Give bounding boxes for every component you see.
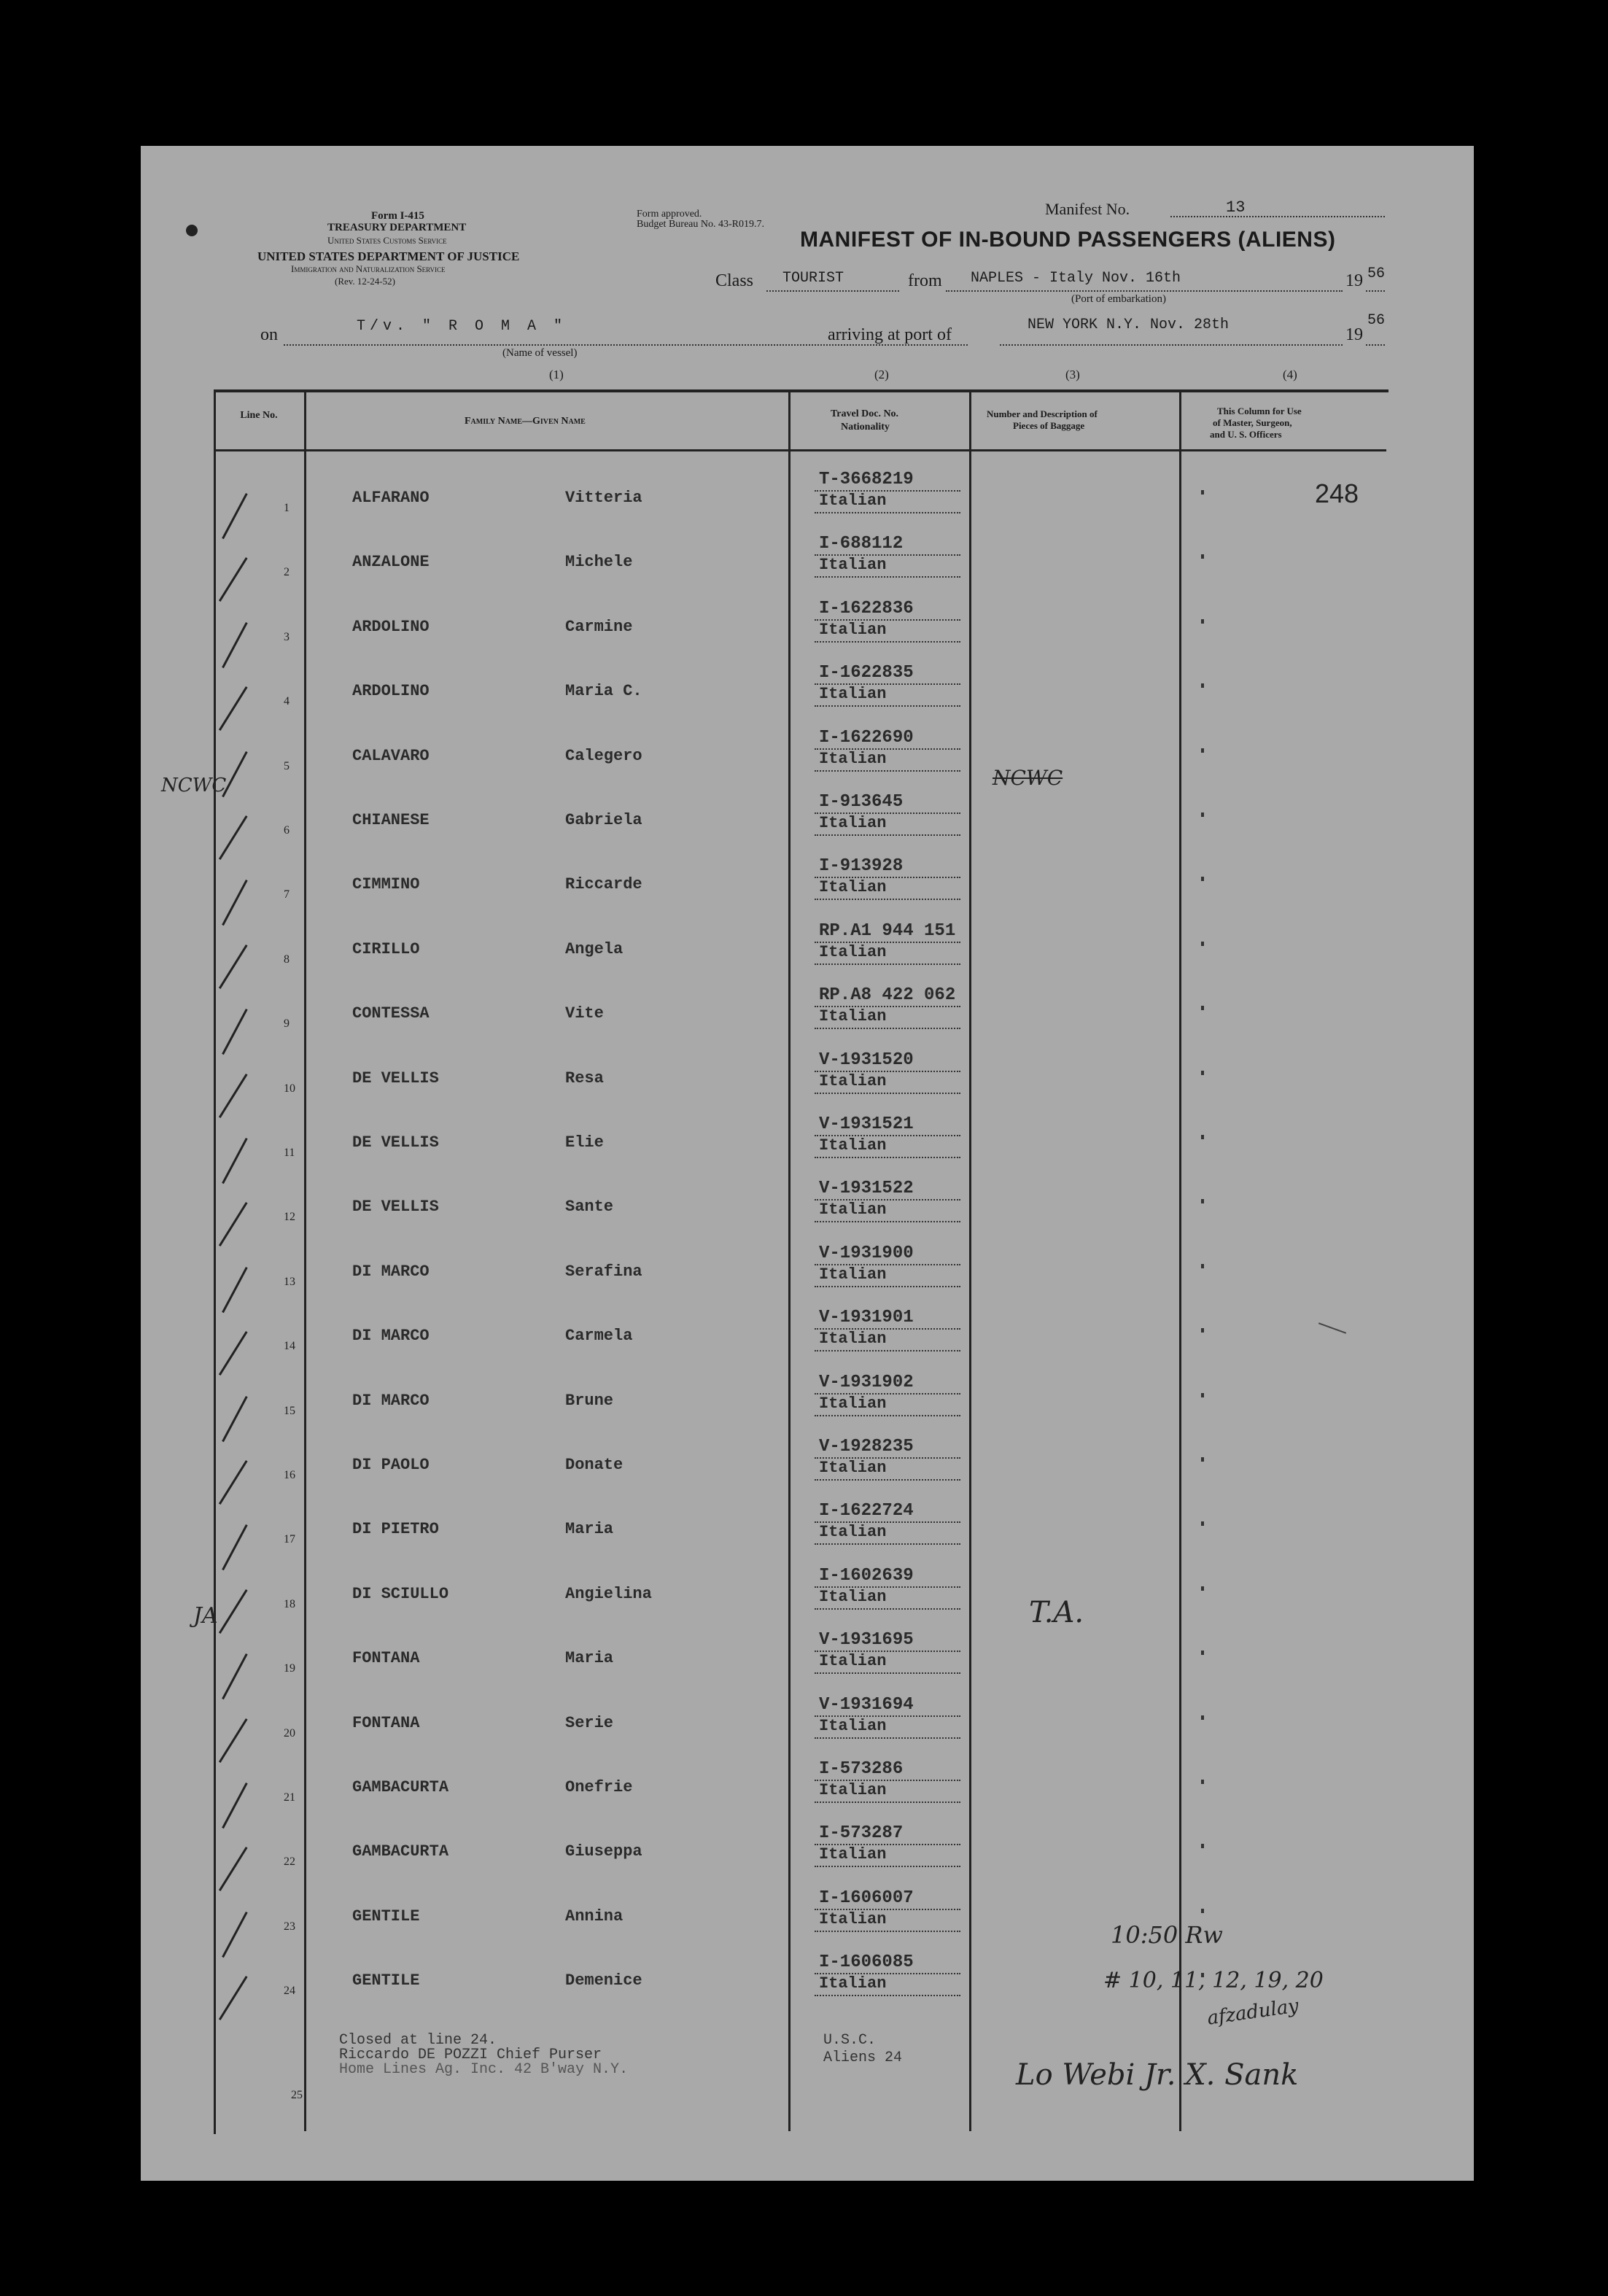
vessel-caption: (Name of vessel) bbox=[502, 347, 578, 359]
nationality-underline bbox=[815, 899, 960, 900]
margin-note-ja: JA bbox=[193, 1603, 218, 1629]
line-number: 15 bbox=[284, 1404, 295, 1417]
family-name: FONTANA bbox=[352, 1649, 420, 1668]
manifest-no-line bbox=[1170, 216, 1385, 217]
baggage-note-row5: NCWC bbox=[993, 766, 1063, 790]
family-name: DI SCIULLO bbox=[352, 1584, 449, 1603]
year-line-2 bbox=[1366, 344, 1385, 346]
given-name: Demenice bbox=[565, 1971, 642, 1990]
line-number-25: 25 bbox=[291, 2089, 303, 2101]
baggage-tick bbox=[1201, 1715, 1204, 1720]
home-lines: Home Lines Ag. Inc. 42 B'way N.Y. bbox=[339, 2061, 629, 2078]
line-number: 19 bbox=[284, 1662, 295, 1675]
family-name: GAMBACURTA bbox=[352, 1842, 449, 1861]
class-line bbox=[766, 290, 899, 292]
family-name: DI MARCO bbox=[352, 1391, 430, 1410]
nationality: Italian bbox=[819, 1394, 887, 1413]
baggage-tick bbox=[1201, 554, 1204, 559]
baggage-tick bbox=[1201, 490, 1204, 495]
from-value: NAPLES - Italy Nov. 16th bbox=[971, 270, 1181, 287]
family-name: ARDOLINO bbox=[352, 682, 430, 701]
given-name: Sante bbox=[565, 1198, 614, 1217]
doc-underline bbox=[815, 748, 960, 750]
nationality-underline bbox=[815, 770, 960, 772]
agency-justice: UNITED STATES DEPARTMENT OF JUSTICE bbox=[257, 249, 520, 263]
family-name: CONTESSA bbox=[352, 1004, 430, 1023]
given-name: Serafina bbox=[565, 1262, 642, 1281]
nationality-underline bbox=[815, 1866, 960, 1867]
nationality-underline bbox=[815, 576, 960, 578]
nationality-underline bbox=[815, 1479, 960, 1481]
year-value-2: 56 bbox=[1367, 312, 1386, 329]
nationality: Italian bbox=[819, 1007, 887, 1026]
travel-doc-no: I-1622836 bbox=[819, 598, 914, 618]
travel-doc-no: V-1928235 bbox=[819, 1437, 914, 1457]
travel-doc-no: I-913645 bbox=[819, 792, 904, 812]
class-label: Class bbox=[715, 271, 754, 290]
nationality-underline bbox=[815, 1350, 960, 1351]
travel-doc-no: I-913928 bbox=[819, 856, 904, 877]
nationality-underline bbox=[815, 1286, 960, 1287]
from-label: from bbox=[908, 271, 942, 290]
doc-underline bbox=[815, 1006, 960, 1007]
usc-label: U.S.C. bbox=[823, 2032, 877, 2049]
family-name: GENTILE bbox=[352, 1907, 420, 1925]
table-header-divider bbox=[214, 449, 1386, 451]
family-name: DE VELLIS bbox=[352, 1133, 439, 1152]
baggage-tick bbox=[1201, 1264, 1204, 1268]
doc-underline bbox=[815, 1715, 960, 1717]
given-name: Maria bbox=[565, 1649, 614, 1668]
baggage-tick bbox=[1201, 1071, 1204, 1075]
given-name: Donate bbox=[565, 1456, 624, 1474]
family-name: ALFARANO bbox=[352, 489, 430, 507]
line-number: 1 bbox=[284, 502, 290, 514]
line-number: 21 bbox=[284, 1791, 295, 1804]
nationality-underline bbox=[815, 834, 960, 836]
family-name: GENTILE bbox=[352, 1971, 420, 1990]
from-line bbox=[946, 290, 1343, 292]
nationality-underline bbox=[815, 1028, 960, 1029]
column-divider-3 bbox=[969, 391, 971, 2131]
column-divider-2 bbox=[788, 391, 791, 2131]
family-name: ANZALONE bbox=[352, 553, 430, 572]
nationality-underline bbox=[815, 1672, 960, 1674]
line-number: 23 bbox=[284, 1920, 295, 1933]
baggage-note-row18: T.A. bbox=[1029, 1596, 1084, 1629]
nationality: Italian bbox=[819, 1523, 887, 1542]
given-name: Onefrie bbox=[565, 1778, 633, 1796]
line-number: 7 bbox=[284, 888, 290, 901]
baggage-tick bbox=[1201, 1457, 1204, 1462]
header-name: Family Name—Given Name bbox=[465, 416, 586, 427]
header-officers-2: of Master, Surgeon, bbox=[1213, 417, 1292, 428]
given-name: Maria C. bbox=[565, 682, 642, 701]
baggage-tick bbox=[1201, 1393, 1204, 1397]
nationality-underline bbox=[815, 1543, 960, 1545]
given-name: Michele bbox=[565, 553, 633, 572]
handwritten-initials: afzadulay bbox=[1205, 1995, 1300, 2030]
travel-doc-no: I-1606085 bbox=[819, 1952, 914, 1973]
baggage-tick bbox=[1201, 1586, 1204, 1591]
nationality: Italian bbox=[819, 1974, 887, 1993]
on-label: on bbox=[260, 325, 278, 344]
doc-underline bbox=[815, 877, 960, 878]
doc-underline bbox=[815, 812, 960, 814]
header-baggage-2: Pieces of Baggage bbox=[1013, 420, 1085, 431]
travel-doc-no: RP.A8 422 062 bbox=[819, 985, 956, 1006]
embarkation-caption: (Port of embarkation) bbox=[1071, 293, 1166, 305]
nationality-underline bbox=[815, 512, 960, 513]
nationality: Italian bbox=[819, 1781, 887, 1799]
nationality-underline bbox=[815, 1221, 960, 1222]
doc-underline bbox=[815, 1135, 960, 1136]
nationality: Italian bbox=[819, 1136, 887, 1155]
nationality: Italian bbox=[819, 556, 887, 575]
manifest-no-value: 13 bbox=[1226, 198, 1246, 217]
given-name: Carmela bbox=[565, 1327, 633, 1346]
line-number: 12 bbox=[284, 1211, 295, 1224]
year-value-1: 56 bbox=[1367, 265, 1386, 282]
nationality: Italian bbox=[819, 685, 887, 704]
year-prefix-2: 19 bbox=[1345, 325, 1363, 344]
aliens-count: Aliens 24 bbox=[823, 2049, 903, 2066]
baggage-tick bbox=[1201, 748, 1204, 753]
nationality: Italian bbox=[819, 1652, 887, 1671]
page-title: MANIFEST OF IN-BOUND PASSENGERS (ALIENS) bbox=[800, 228, 1336, 252]
line-number: 13 bbox=[284, 1275, 295, 1288]
travel-doc-no: V-1931520 bbox=[819, 1050, 914, 1070]
doc-underline bbox=[815, 1973, 960, 1974]
arriving-label: arriving at port of bbox=[828, 325, 952, 344]
doc-underline bbox=[815, 554, 960, 556]
travel-doc-no: V-1931695 bbox=[819, 1630, 914, 1651]
nationality: Italian bbox=[819, 1716, 887, 1735]
baggage-tick bbox=[1201, 877, 1204, 881]
doc-underline bbox=[815, 1651, 960, 1652]
line-number: 18 bbox=[284, 1597, 295, 1610]
margin-note-ncwc: NCWC bbox=[161, 775, 227, 796]
line-number: 22 bbox=[284, 1855, 295, 1869]
baggage-tick bbox=[1201, 619, 1204, 624]
line-number: 9 bbox=[284, 1017, 290, 1031]
year-prefix-1: 19 bbox=[1345, 271, 1363, 290]
doc-underline bbox=[815, 1264, 960, 1265]
doc-underline bbox=[815, 619, 960, 621]
line-number: 11 bbox=[284, 1147, 295, 1159]
given-name: Vite bbox=[565, 1004, 604, 1023]
nationality: Italian bbox=[819, 1330, 887, 1349]
handwritten-lines-note: # 10, 11, 12, 19, 20 bbox=[1103, 1968, 1324, 1993]
line-number: 17 bbox=[284, 1533, 295, 1546]
line-number: 10 bbox=[284, 1082, 295, 1095]
given-name: Maria bbox=[565, 1520, 614, 1539]
nationality: Italian bbox=[819, 1459, 887, 1477]
family-name: GAMBACURTA bbox=[352, 1778, 449, 1796]
nationality-underline bbox=[815, 1608, 960, 1610]
baggage-tick bbox=[1201, 942, 1204, 946]
doc-underline bbox=[815, 1199, 960, 1201]
doc-underline bbox=[815, 1393, 960, 1395]
family-name: CHIANESE bbox=[352, 811, 430, 829]
given-name: Serie bbox=[565, 1713, 614, 1732]
given-name: Resa bbox=[565, 1069, 604, 1087]
family-name: DI PAOLO bbox=[352, 1456, 430, 1474]
doc-underline bbox=[815, 1909, 960, 1910]
doc-underline bbox=[815, 683, 960, 685]
given-name: Giuseppa bbox=[565, 1842, 642, 1861]
line-number: 24 bbox=[284, 1985, 295, 1998]
given-name: Elie bbox=[565, 1133, 604, 1152]
nationality: Italian bbox=[819, 492, 887, 510]
family-name: FONTANA bbox=[352, 1713, 420, 1732]
given-name: Brune bbox=[565, 1391, 614, 1410]
form-revision: (Rev. 12-24-52) bbox=[335, 276, 395, 287]
nationality: Italian bbox=[819, 1909, 887, 1928]
travel-doc-no: I-1622690 bbox=[819, 727, 914, 748]
agency-treasury: TREASURY DEPARTMENT bbox=[327, 222, 467, 233]
doc-underline bbox=[815, 942, 960, 943]
nationality: Italian bbox=[819, 878, 887, 897]
class-value: TOURIST bbox=[782, 270, 844, 287]
agency-ins: Immigration and Naturalization Service bbox=[291, 263, 446, 274]
doc-underline bbox=[815, 1457, 960, 1459]
nationality-underline bbox=[815, 1737, 960, 1739]
family-name: ARDOLINO bbox=[352, 617, 430, 636]
header-travel-doc: Travel Doc. No. bbox=[831, 408, 899, 419]
family-name: CIMMINO bbox=[352, 875, 420, 894]
line-number: 3 bbox=[284, 630, 290, 643]
family-name: DE VELLIS bbox=[352, 1069, 439, 1087]
manifest-no-label: Manifest No. bbox=[1045, 200, 1130, 218]
line-number: 16 bbox=[284, 1469, 295, 1481]
manifest-page bbox=[141, 146, 1474, 2181]
arrival-value: NEW YORK N.Y. Nov. 28th bbox=[1028, 317, 1230, 333]
doc-underline bbox=[815, 1521, 960, 1523]
nationality: Italian bbox=[819, 1201, 887, 1219]
family-name: DI MARCO bbox=[352, 1327, 430, 1346]
given-name: Annina bbox=[565, 1907, 624, 1925]
travel-doc-no: T-3668219 bbox=[819, 470, 914, 489]
given-name: Riccarde bbox=[565, 875, 642, 894]
given-name: Calegero bbox=[565, 746, 642, 765]
family-name: DE VELLIS bbox=[352, 1198, 439, 1217]
closed-at-line: Closed at line 24. bbox=[339, 2032, 497, 2049]
nationality-underline bbox=[815, 1931, 960, 1932]
nationality: Italian bbox=[819, 942, 887, 961]
travel-doc-no: I-1602639 bbox=[819, 1565, 914, 1586]
travel-doc-no: I-1622835 bbox=[819, 663, 914, 683]
column-divider-4 bbox=[1179, 391, 1181, 2131]
nationality-underline bbox=[815, 963, 960, 965]
baggage-tick bbox=[1201, 1199, 1204, 1203]
baggage-tick bbox=[1201, 1909, 1204, 1913]
line-number: 8 bbox=[284, 953, 290, 966]
header-line-no: Line No. bbox=[240, 410, 278, 421]
family-name: CIRILLO bbox=[352, 939, 420, 958]
col-number-4: (4) bbox=[1283, 368, 1297, 381]
travel-doc-no: V-1931901 bbox=[819, 1308, 914, 1328]
header-officers-1: This Column for Use bbox=[1217, 406, 1302, 416]
travel-doc-no: V-1931522 bbox=[819, 1179, 914, 1199]
form-number: Form I-415 bbox=[371, 210, 424, 222]
family-name: CALAVARO bbox=[352, 746, 430, 765]
doc-underline bbox=[815, 1586, 960, 1588]
nationality-underline bbox=[815, 1415, 960, 1416]
line-number: 5 bbox=[284, 759, 290, 772]
given-name: Angela bbox=[565, 939, 624, 958]
nationality-underline bbox=[815, 705, 960, 707]
agency-customs: United States Customs Service bbox=[327, 235, 447, 246]
nationality: Italian bbox=[819, 1265, 887, 1284]
baggage-tick bbox=[1201, 1651, 1204, 1655]
given-name: Carmine bbox=[565, 617, 633, 636]
baggage-tick bbox=[1201, 1521, 1204, 1526]
nationality: Italian bbox=[819, 1587, 887, 1606]
vessel-value: T/v. " R O M A " bbox=[357, 318, 567, 335]
family-name: DI MARCO bbox=[352, 1262, 430, 1281]
baggage-tick bbox=[1201, 812, 1204, 817]
baggage-tick bbox=[1201, 1780, 1204, 1784]
col-number-1: (1) bbox=[549, 368, 564, 381]
nationality-underline bbox=[815, 1801, 960, 1803]
travel-doc-no: I-688112 bbox=[819, 534, 904, 554]
line-number: 6 bbox=[284, 824, 290, 837]
travel-doc-no: V-1931521 bbox=[819, 1114, 914, 1134]
family-name: DI PIETRO bbox=[352, 1520, 439, 1539]
nationality-underline bbox=[815, 641, 960, 643]
travel-doc-no: RP.A1 944 151 bbox=[819, 920, 956, 941]
header-nationality: Nationality bbox=[841, 422, 890, 433]
nationality-underline bbox=[815, 1995, 960, 1996]
binder-hole-mark bbox=[186, 225, 198, 236]
doc-underline bbox=[815, 1328, 960, 1330]
header-officers-3: and U. S. Officers bbox=[1210, 429, 1282, 440]
column-divider-1 bbox=[304, 391, 306, 2131]
nationality: Italian bbox=[819, 814, 887, 832]
col-number-2: (2) bbox=[874, 368, 889, 381]
doc-underline bbox=[815, 1844, 960, 1845]
line-number: 14 bbox=[284, 1340, 295, 1353]
header-baggage-1: Number and Description of bbox=[987, 408, 1098, 419]
baggage-tick bbox=[1201, 1328, 1204, 1333]
line-number: 4 bbox=[284, 695, 290, 708]
year-line-1 bbox=[1366, 290, 1385, 292]
arrival-line bbox=[1000, 344, 1343, 346]
nationality: Italian bbox=[819, 620, 887, 639]
nationality: Italian bbox=[819, 749, 887, 768]
budget-bureau: Budget Bureau No. 43-R019.7. bbox=[637, 219, 764, 230]
handwritten-time-note: 10:50 Rw bbox=[1111, 1921, 1223, 1949]
travel-doc-no: I-1606007 bbox=[819, 1888, 914, 1908]
travel-doc-no: I-573287 bbox=[819, 1823, 904, 1844]
travel-doc-no: I-573286 bbox=[819, 1759, 904, 1779]
nationality: Italian bbox=[819, 1071, 887, 1090]
travel-doc-no: I-1622724 bbox=[819, 1501, 914, 1521]
travel-doc-no: V-1931694 bbox=[819, 1694, 914, 1715]
nationality-underline bbox=[815, 1093, 960, 1094]
baggage-tick bbox=[1201, 1844, 1204, 1848]
travel-doc-no: V-1931902 bbox=[819, 1372, 914, 1392]
travel-doc-no: V-1931900 bbox=[819, 1243, 914, 1263]
line-number: 20 bbox=[284, 1726, 295, 1740]
baggage-tick bbox=[1201, 683, 1204, 688]
officer-signature: Lo Webi Jr. X. Sank bbox=[1016, 2058, 1299, 2092]
doc-underline bbox=[815, 490, 960, 492]
doc-underline bbox=[815, 1780, 960, 1781]
doc-underline bbox=[815, 1071, 960, 1072]
nationality-underline bbox=[815, 1157, 960, 1158]
nationality: Italian bbox=[819, 1845, 887, 1864]
form-approved: Form approved. bbox=[637, 209, 702, 220]
chief-purser: Riccardo DE POZZI Chief Purser bbox=[339, 2047, 602, 2063]
baggage-tick bbox=[1201, 1006, 1204, 1010]
given-name: Vitteria bbox=[565, 489, 642, 507]
line-number: 2 bbox=[284, 566, 290, 579]
given-name: Gabriela bbox=[565, 811, 642, 829]
baggage-tick bbox=[1201, 1135, 1204, 1139]
col-number-3: (3) bbox=[1065, 368, 1080, 381]
given-name: Angielina bbox=[565, 1584, 652, 1603]
officer-note: 248 bbox=[1315, 478, 1359, 508]
